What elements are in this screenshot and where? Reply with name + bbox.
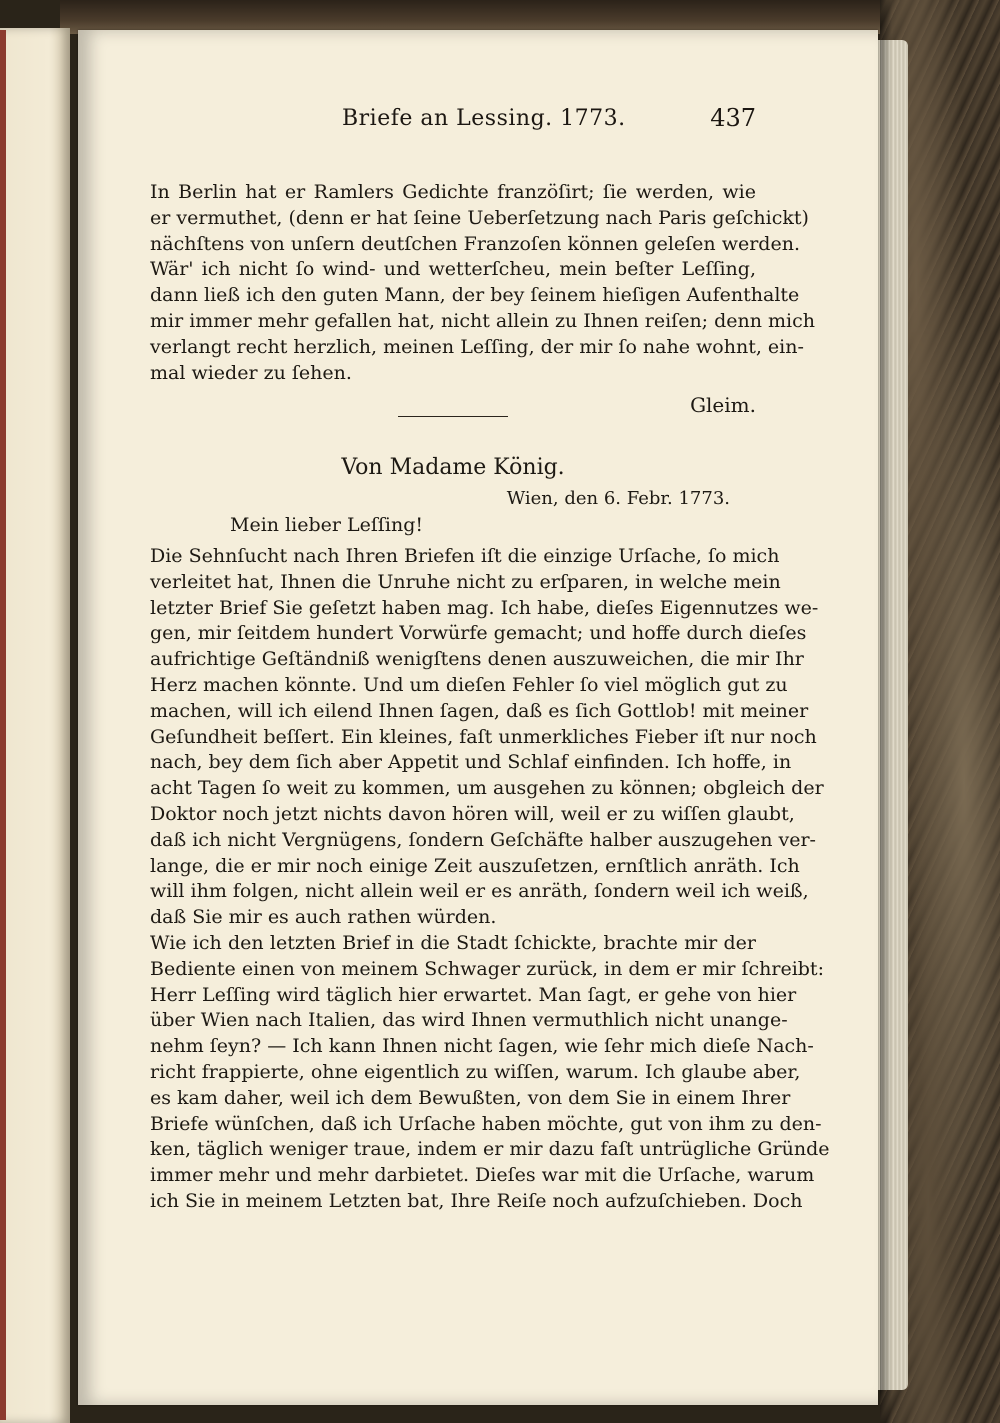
section-heading: Von Madame König. [341,455,565,480]
signature-gleim: Gleim. [690,393,756,417]
text-line: mal wieder zu ſehen. [150,361,352,384]
running-head [80,104,756,140]
page-number: 437 [710,104,756,132]
left-facing-page [0,28,70,1423]
text-line: richt frappierte, ohne eigentlich zu wiſſen, warum. Ich glaube aber, [150,1060,801,1083]
text-line: verleitet hat, Ihnen die Unruhe nicht zu erſparen, in welche mein [150,570,781,593]
text-line: Geſundheit beſſert. Ein kleines, faſt unmerkliches Fieber iſt nur noch [150,725,817,748]
text-line: mir immer mehr gefallen hat, nicht allein zu Ihnen reiſen; denn mich [150,309,816,332]
gleim-letter-text [150,180,816,386]
text-line: Briefe wünſchen, daß ich Urſache haben möchte, gut von ihm zu den- [150,1112,822,1135]
text-line: es kam daher, weil ich dem Bewußten, von dem Sie in einem Ihrer [150,1086,791,1109]
text-line: Die Sehnſucht nach Ihren Briefen iſt die einzige Urſache, ſo mich [150,545,780,567]
dateline: Wien, den 6. Febr. 1773. [506,488,730,509]
section-divider [398,416,508,417]
text-line: lange, die er mir noch einige Zeit auszuſetzen, ernſtlich anräth. Ich [150,854,800,877]
cover-shadow [880,0,892,1423]
text-line: Herr Leſſing wird täglich hier erwartet. Man ſagt, er gehe von hier [150,983,797,1006]
koenig-letter-text [150,544,830,1215]
text-line: immer mehr und mehr darbietet. Dieſes war mit die Urſache, warum [150,1164,815,1187]
text-line: gen, mir ſeitdem hundert Vorwürfe gemacht; und hoffe durch dieſes [150,622,807,645]
text-line: nächſtens von unſern deutſchen Franzoſen können geleſen werden. [150,232,800,255]
text-line: machen, will ich eilend Ihnen ſagen, daß es ſich Gottlob! mit meiner [150,699,809,722]
text-line: dann ließ ich den guten Mann, der bey ſeinem hieſigen Aufenthalte [150,284,800,307]
text-line: er vermuthet, (denn er hat ſeine Ueberſetzung nach Paris geſchickt) [150,206,809,229]
text-line: will ihm folgen, nicht allein weil er es anräth, ſondern weil ich weiß, [150,880,809,903]
text-line: In Berlin hat er Ramlers Gedichte franzöſirt; ſie werden, wie [150,181,756,203]
text-line: Bediente einen von meinem Schwager zurück, in dem er mir ſchreibt: [150,957,824,980]
left-red-page-edge [0,30,6,1420]
text-line: ken, täglich weniger traue, indem er mir dazu faſt untrügliche Gründe [150,1138,830,1161]
text-line: letzter Brief Sie geſetzt haben mag. Ich habe, dieſes Eigennutzes we- [150,596,819,619]
text-line: daß Sie mir es auch rathen würden. [150,906,497,929]
binding-top-strip [60,0,900,34]
text-line: ich Sie in meinem Letzten bat, Ihre Reiſe noch aufzuſchieben. Doch [150,1189,803,1212]
text-line: nach, bey dem ſich aber Appetit und Schlaf einfinden. Ich hoffe, in [150,751,792,774]
text-line: daß ich nicht Vergnügens, ſondern Geſchäfte halber auszugehen ver- [150,828,816,851]
text-line: Wär' ich nicht ſo wind- und wetterſcheu, mein beſter Leſſing, [150,258,756,281]
running-title: Briefe an Lessing. 1773. [342,106,626,131]
text-line: aufrichtige Geſtändniß wenigſtens denen auszuweichen, die mir Ihr [150,648,804,671]
text-line: verlangt recht herzlich, meinen Leſſing, der mir ſo nahe wohnt, ein- [150,335,804,358]
salutation: Mein lieber Leſſing! [230,514,424,536]
text-line: über Wien nach Italien, das wird Ihnen vermuthlich nicht unange- [150,1009,788,1032]
text-line: acht Tagen ſo weit zu kommen, um ausgehen zu können; obgleich der [150,777,824,800]
text-line: Herz machen könnte. Und um dieſen Fehler ſo viel möglich gut zu [150,673,788,696]
text-line: nehm ſeyn? — Ich kann Ihnen nicht ſagen, wie ſehr mich dieſe Nach- [150,1035,814,1058]
text-line: Doktor noch jetzt nichts davon hören will, weil er zu wiſſen glaubt, [150,802,795,825]
text-line: Wie ich den letzten Brief in die Stadt ſchickte, brachte mir der [150,931,756,954]
